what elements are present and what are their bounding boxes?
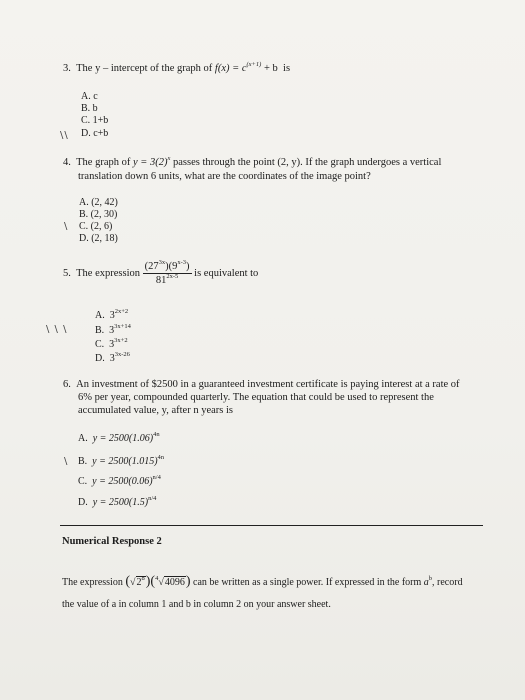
q4-option-d[interactable]: D. (2, 18): [79, 233, 118, 244]
q6-option-d[interactable]: D. $y = 2500(1.5)^{n/4}$: [78, 495, 157, 508]
question-text: The graph of: [76, 157, 131, 168]
tally-mark: \: [64, 221, 69, 232]
numerical-response-line-2: the value of a in column 1 and b in column 2 on your answer sheet.: [62, 599, 331, 610]
question-text: The expression: [76, 267, 140, 279]
nr-text-post: , record: [432, 577, 463, 588]
q5-option-c[interactable]: C. $3^{3x+2}$: [95, 337, 128, 350]
question-text-end: is: [283, 63, 291, 74]
question-number: 4.: [63, 157, 71, 168]
radical-1: $2^8$: [136, 575, 145, 588]
nr-text-mid: can be written as a single power. If expressed in the form: [193, 577, 422, 588]
radical-2: 4096: [164, 577, 185, 588]
q6-option-a[interactable]: A. $y = 2500(1.06)^{4n}$: [78, 431, 160, 444]
question-6: [63, 378, 460, 391]
question-number: 3.: [63, 63, 71, 74]
question-number: 5.: [63, 267, 71, 279]
exponent: x: [167, 155, 171, 162]
q6-option-b[interactable]: B. $y = 2500(1.015)^{4n}$: [78, 454, 165, 467]
q3-option-d[interactable]: D. c+b: [81, 128, 109, 139]
q4-option-c[interactable]: C. (2, 6): [79, 221, 113, 232]
question-text: The y – intercept of the graph of: [76, 63, 213, 74]
q6-option-c[interactable]: C. $y = 2500(0.06)^{n/4}$: [78, 474, 161, 487]
question-number: 6.: [63, 379, 71, 390]
tally-mark: \: [64, 456, 69, 467]
question-3: [63, 62, 290, 75]
tally-mark: \\: [60, 130, 69, 141]
q5-option-d[interactable]: D. $3^{3x-26}$: [95, 351, 130, 364]
q5-option-b[interactable]: B. $3^{3x+14}$: [95, 323, 131, 336]
function-expression: y = 3(2): [132, 157, 168, 168]
question-text-end: is equivalent to: [194, 267, 259, 279]
question-6-line-2: 6% per year, compounded quarterly. The equation that could be used to represent the: [78, 392, 434, 403]
radical-index: 4: [155, 575, 159, 582]
q3-option-a[interactable]: A. c: [81, 91, 98, 102]
fraction-denominator: $81^{2x-5}$: [155, 273, 179, 286]
q5-option-a[interactable]: A. $3^{2x+2}$: [95, 308, 129, 321]
form-base: a: [423, 577, 429, 588]
question-text-cont: passes through the point (2, y). If the graph undergoes a vertical: [173, 157, 442, 168]
q4-option-a[interactable]: A. (2, 42): [79, 197, 118, 208]
form-exponent: b: [428, 575, 433, 582]
section-divider: [60, 525, 483, 526]
function-expression: f(x) = c: [214, 63, 247, 74]
question-4-line-2: translation down 6 units, what are the coordinates of the image point?: [78, 171, 371, 182]
question-text: An investment of $2500 in a guaranteed investment certificate is paying interest at a rate of: [76, 379, 460, 390]
q3-option-c[interactable]: C. 1+b: [81, 115, 109, 126]
q4-option-b[interactable]: B. (2, 30): [79, 209, 118, 220]
question-6-line-3: accumulated value, y, after n years is: [78, 405, 233, 416]
expression-tail: + b: [263, 63, 278, 74]
tally-mark: \ \ \: [46, 324, 68, 335]
question-5: [63, 260, 258, 287]
section-heading: Numerical Response 2: [62, 536, 162, 547]
exponent: (x+1): [246, 61, 262, 68]
q3-option-b[interactable]: B. b: [81, 103, 98, 114]
fraction-numerator: $(27^{3x})(9^{x-3})$: [144, 259, 190, 272]
numerical-response-text: The expression $(√2^8)(^4√4096)$ can be written as a single power. If expressed in the form $a^b$, record: [62, 574, 463, 589]
nr-text-pre: The expression: [62, 577, 123, 588]
fraction-expression: [143, 260, 192, 287]
question-4: [63, 156, 441, 169]
